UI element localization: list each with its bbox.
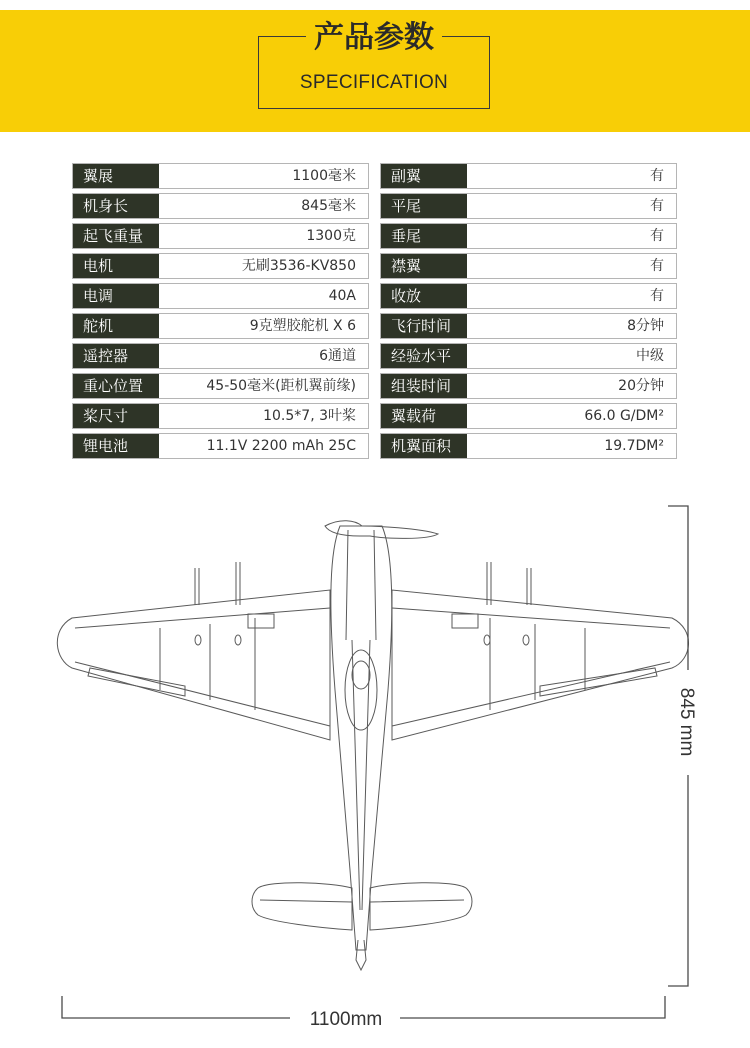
spec-row xyxy=(72,373,369,399)
spec-label: 组装时间 xyxy=(381,374,467,398)
spec-label: 副翼 xyxy=(381,164,467,188)
spec-value: 19.7DM² xyxy=(604,438,664,454)
title-cn: 产品参数 xyxy=(306,20,442,55)
spec-row xyxy=(72,283,369,309)
spec-row xyxy=(380,313,677,339)
spec-row xyxy=(72,193,369,219)
spec-value: 845毫米 xyxy=(301,198,356,214)
title-box xyxy=(258,20,490,109)
span-label: 1100mm xyxy=(309,1009,383,1030)
spec-row xyxy=(72,313,369,339)
fuselage xyxy=(331,526,392,950)
spec-value: 有 xyxy=(650,168,664,184)
spec-label: 翼载荷 xyxy=(381,404,467,428)
spec-value: 9克塑胶舵机 X 6 xyxy=(249,318,356,334)
spec-label: 垂尾 xyxy=(381,224,467,248)
spec-row xyxy=(72,253,369,279)
spec-table-left xyxy=(72,163,369,463)
left-wing xyxy=(57,590,330,740)
spec-row xyxy=(380,433,677,459)
spec-label: 电机 xyxy=(73,254,159,278)
spec-label: 飞行时间 xyxy=(381,314,467,338)
left-stabilizer xyxy=(252,883,352,930)
spec-value: 有 xyxy=(650,288,664,304)
spec-label: 机身长 xyxy=(73,194,159,218)
spec-label: 经验水平 xyxy=(381,344,467,368)
length-label: 845 mm xyxy=(676,687,697,757)
spec-label: 电调 xyxy=(73,284,159,308)
spec-value: 66.0 G/DM² xyxy=(584,408,664,424)
spec-row xyxy=(380,343,677,369)
spec-label: 重心位置 xyxy=(73,374,159,398)
spec-label: 锂电池 xyxy=(73,434,159,458)
spec-label: 襟翼 xyxy=(381,254,467,278)
spec-label: 机翼面积 xyxy=(381,434,467,458)
spec-row xyxy=(380,193,677,219)
spec-value: 40A xyxy=(328,288,356,304)
spec-label: 收放 xyxy=(381,284,467,308)
spec-table-right xyxy=(380,163,677,463)
spec-row xyxy=(72,163,369,189)
airplane-top-view-drawing xyxy=(0,490,750,1048)
spec-row xyxy=(380,373,677,399)
spec-value: 11.1V 2200 mAh 25C xyxy=(206,438,356,454)
spec-row xyxy=(380,163,677,189)
spec-row xyxy=(72,343,369,369)
right-stabilizer xyxy=(370,883,472,930)
spec-value: 20分钟 xyxy=(618,378,664,394)
title-en: SPECIFICATION xyxy=(299,72,449,93)
spec-label: 遥控器 xyxy=(73,344,159,368)
spec-value: 无刷3536-KV850 xyxy=(241,258,356,274)
spec-label: 平尾 xyxy=(381,194,467,218)
spec-row xyxy=(380,283,677,309)
spec-label: 桨尺寸 xyxy=(73,404,159,428)
spec-row xyxy=(380,253,677,279)
spec-row xyxy=(72,433,369,459)
spec-value: 有 xyxy=(650,198,664,214)
spec-row xyxy=(380,223,677,249)
spec-label: 起飞重量 xyxy=(73,224,159,248)
spec-row xyxy=(72,223,369,249)
spec-value: 1300克 xyxy=(306,228,356,244)
spec-value: 8分钟 xyxy=(627,318,664,334)
spec-value: 10.5*7, 3叶桨 xyxy=(263,408,356,424)
spec-label: 舵机 xyxy=(73,314,159,338)
spec-value: 有 xyxy=(650,258,664,274)
spec-row xyxy=(72,403,369,429)
propeller-icon xyxy=(325,521,438,539)
canopy xyxy=(345,650,377,730)
spec-value: 有 xyxy=(650,228,664,244)
right-wing xyxy=(392,590,689,740)
spec-row xyxy=(380,403,677,429)
spec-label: 翼展 xyxy=(73,164,159,188)
spec-value: 45-50毫米(距机翼前缘) xyxy=(206,378,356,394)
spec-value: 1100毫米 xyxy=(292,168,356,184)
spec-value: 6通道 xyxy=(319,348,356,364)
spec-value: 中级 xyxy=(636,348,664,364)
